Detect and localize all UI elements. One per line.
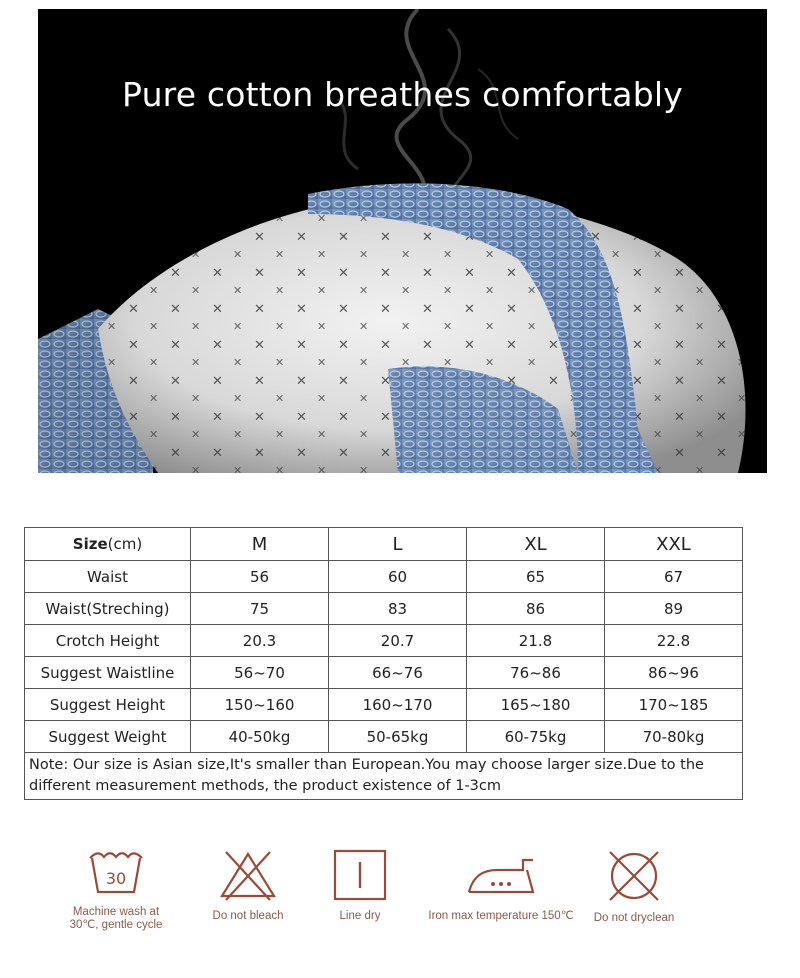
care-label (300, 910, 420, 923)
table-row (25, 689, 743, 721)
table-cell: 86~96 (605, 657, 743, 689)
care-label-line: Iron max temperature 150℃ (428, 910, 574, 922)
table-row (25, 721, 743, 753)
wash-30-icon (86, 848, 146, 898)
row-label: Suggest Height (25, 689, 191, 721)
table-cell: 86 (467, 593, 605, 625)
row-label: Crotch Height (25, 625, 191, 657)
care-item-wash (56, 848, 176, 932)
table-cell: 56~70 (191, 657, 329, 689)
care-label-line: Machine wash at (72, 906, 160, 918)
table-cell: 56 (191, 561, 329, 593)
care-label-line: Do not bleach (212, 910, 284, 922)
table-cell: 160~170 (329, 689, 467, 721)
row-label: Suggest Weight (25, 721, 191, 753)
wash-temperature-label: 30 (105, 869, 127, 888)
table-cell: 60-75kg (467, 721, 605, 753)
table-cell: 70-80kg (605, 721, 743, 753)
size-l-header: L (329, 528, 467, 561)
table-cell: 89 (605, 593, 743, 625)
product-hero-photo (38, 9, 767, 473)
table-cell: 40-50kg (191, 721, 329, 753)
size-header-label: Size(cm) (25, 528, 191, 561)
table-cell: 83 (329, 593, 467, 625)
care-label (188, 910, 308, 923)
size-m-header: M (191, 528, 329, 561)
size-header-row (25, 528, 743, 561)
table-cell: 65 (467, 561, 605, 593)
table-cell: 21.8 (467, 625, 605, 657)
table-cell: 60 (329, 561, 467, 593)
size-chart-table (24, 527, 743, 800)
table-cell: 170~185 (605, 689, 743, 721)
table-row (25, 593, 743, 625)
table-cell: 22.8 (605, 625, 743, 657)
table-cell: 20.7 (329, 625, 467, 657)
iron-icon (463, 848, 539, 902)
size-note: Note: Our size is Asian size,It's smaller than European.You may choose larger size.Due to the different measurement methods, the product existence of 1-3cm (25, 753, 743, 800)
care-label (56, 906, 176, 932)
care-item-no-bleach (188, 848, 308, 923)
care-label (426, 910, 576, 923)
row-label: Waist (25, 561, 191, 593)
care-item-iron (426, 848, 576, 923)
size-xl-header: XL (467, 528, 605, 561)
table-cell: 165~180 (467, 689, 605, 721)
table-cell: 150~160 (191, 689, 329, 721)
table-cell: 75 (191, 593, 329, 625)
care-label (574, 912, 694, 925)
table-row (25, 625, 743, 657)
care-item-line-dry (300, 848, 420, 923)
table-cell: 66~76 (329, 657, 467, 689)
size-xxl-header: XXL (605, 528, 743, 561)
table-row (25, 657, 743, 689)
care-label-line: Do not dryclean (593, 912, 675, 924)
line-dry-icon (332, 848, 388, 902)
hero-title: Pure cotton breathes comfortably (122, 75, 683, 114)
care-label-line: 30℃, gentle cycle (69, 919, 163, 931)
care-label-line: Line dry (339, 910, 381, 922)
table-cell: 76~86 (467, 657, 605, 689)
note-row (25, 753, 743, 800)
care-item-no-dryclean (574, 848, 694, 925)
table-row (25, 561, 743, 593)
table-cell: 67 (605, 561, 743, 593)
table-cell: 20.3 (191, 625, 329, 657)
row-label: Suggest Waistline (25, 657, 191, 689)
no-dryclean-icon (604, 848, 664, 904)
table-cell: 50-65kg (329, 721, 467, 753)
no-bleach-icon (218, 848, 278, 902)
row-label: Waist(Streching) (25, 593, 191, 625)
